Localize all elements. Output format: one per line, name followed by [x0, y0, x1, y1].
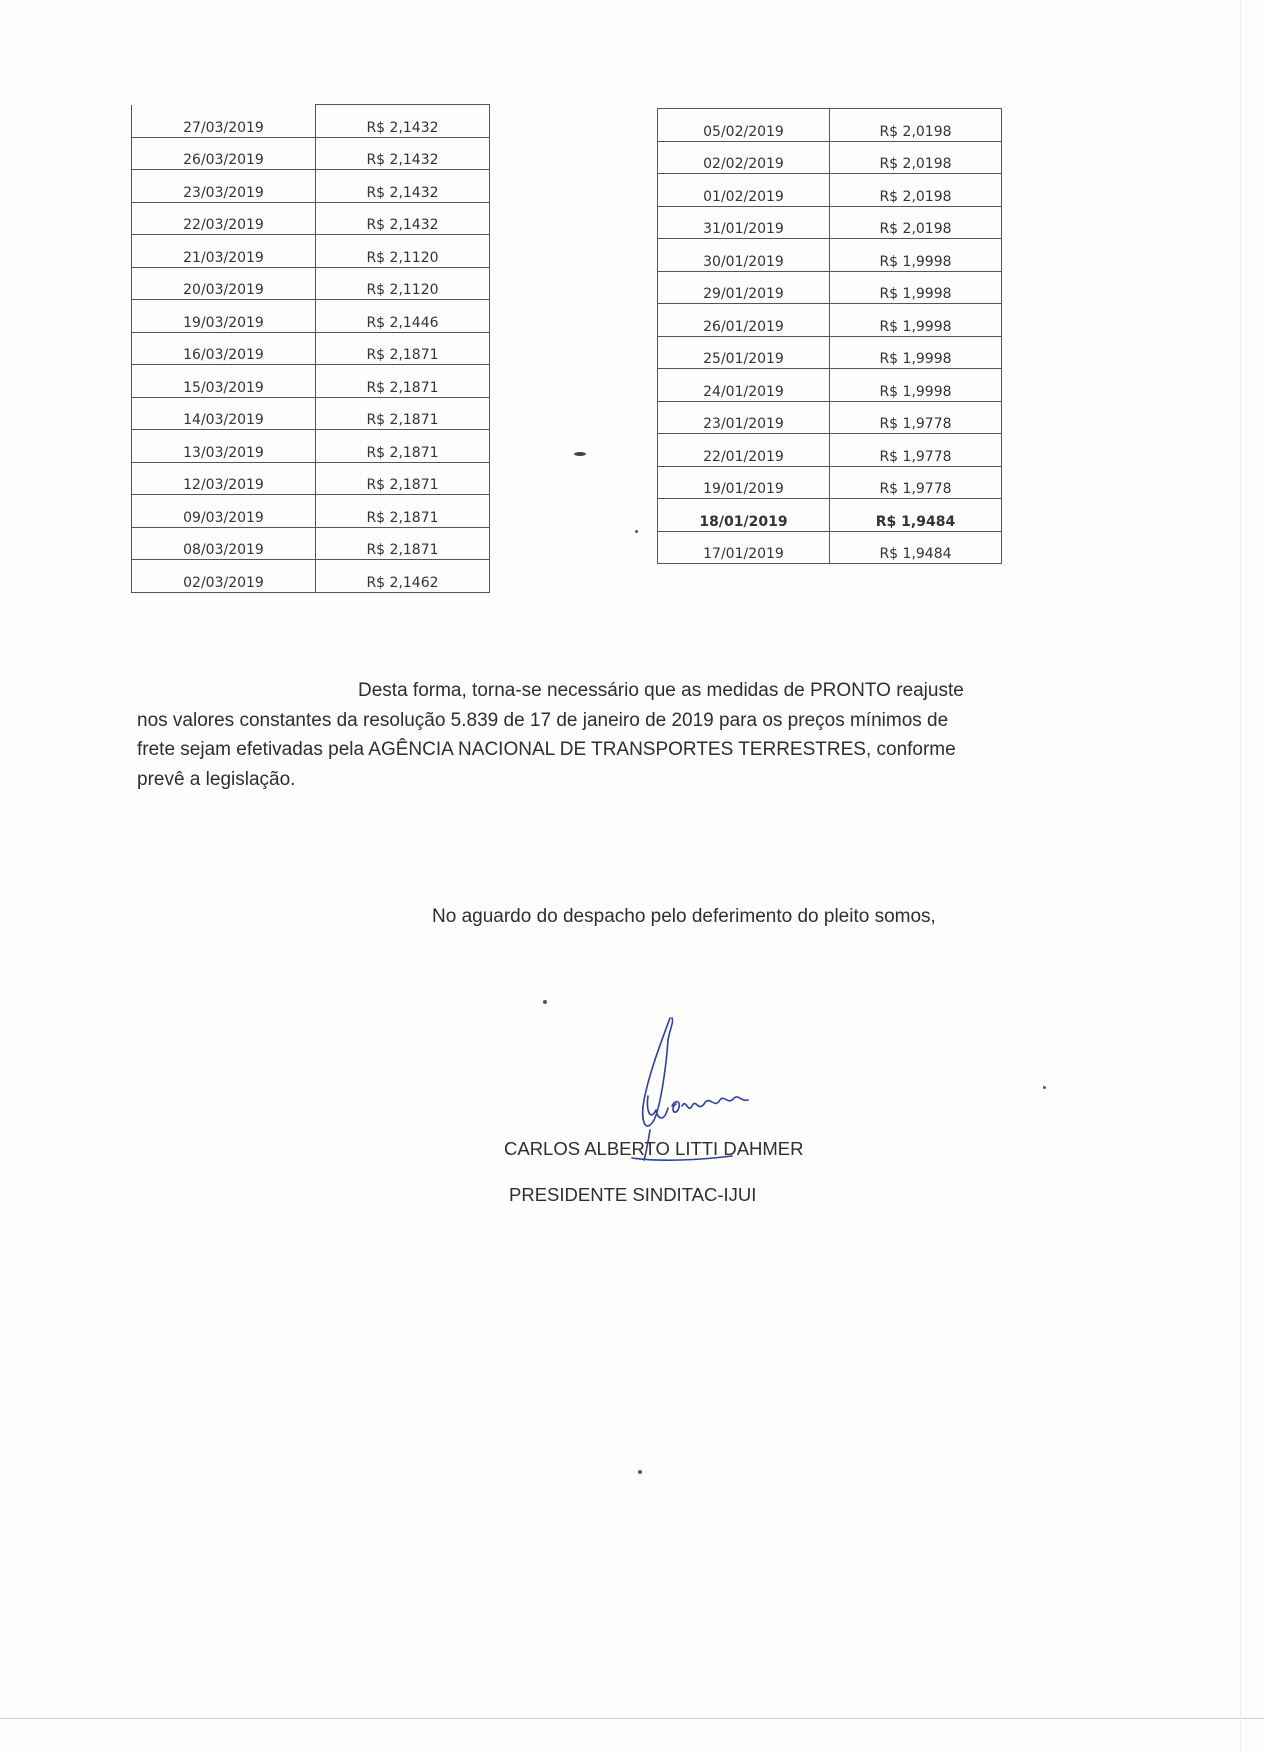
date-cell: 09/03/2019: [132, 495, 316, 528]
date-cell: 14/03/2019: [132, 397, 316, 430]
body-paragraph: [137, 676, 1027, 794]
scan-speck: [638, 1470, 642, 1474]
date-cell: 22/03/2019: [132, 202, 316, 235]
table-row: [132, 202, 490, 235]
table-row: [132, 235, 490, 268]
date-cell: 16/03/2019: [132, 332, 316, 365]
date-cell: 24/01/2019: [658, 369, 830, 402]
closing-sentence: No aguardo do despacho pelo deferimento do pleito somos,: [432, 906, 936, 927]
date-cell: 30/01/2019: [658, 239, 830, 272]
scan-speck: [1043, 1086, 1046, 1089]
price-cell: R$ 2,1432: [316, 170, 490, 203]
date-cell: 25/01/2019: [658, 336, 830, 369]
date-cell: 18/01/2019: [658, 499, 830, 532]
date-cell: 23/01/2019: [658, 401, 830, 434]
date-cell: 17/01/2019: [658, 531, 830, 564]
body-line: prevê a legislação.: [137, 768, 296, 790]
table-row: [132, 527, 490, 560]
date-cell: 08/03/2019: [132, 527, 316, 560]
price-cell: R$ 2,1871: [316, 430, 490, 463]
table-row: [658, 369, 1002, 402]
price-cell: R$ 2,1462: [316, 560, 490, 593]
table-row: [132, 365, 490, 398]
price-cell: R$ 2,1871: [316, 332, 490, 365]
price-cell: R$ 2,1432: [316, 202, 490, 235]
price-cell: R$ 2,1871: [316, 527, 490, 560]
rates-table-january-february: [657, 108, 1002, 564]
date-cell: 12/03/2019: [132, 462, 316, 495]
signatory-name: CARLOS ALBERTO LITTI DAHMER: [504, 1138, 804, 1159]
price-cell: R$ 2,1871: [316, 495, 490, 528]
rates-table-march-body: [132, 105, 490, 593]
date-cell: 21/03/2019: [132, 235, 316, 268]
date-cell: 19/03/2019: [132, 300, 316, 333]
table-row: [132, 105, 490, 138]
rates-table-january-february-body: [658, 109, 1002, 564]
price-cell: R$ 1,9998: [830, 369, 1002, 402]
table-row: [658, 304, 1002, 337]
table-row: [132, 495, 490, 528]
table-row: [658, 531, 1002, 564]
table-row: [658, 271, 1002, 304]
table-row: [132, 332, 490, 365]
price-cell: R$ 1,9778: [830, 401, 1002, 434]
date-cell: 31/01/2019: [658, 206, 830, 239]
price-cell: R$ 2,0198: [830, 109, 1002, 142]
rates-table-march: [131, 104, 490, 593]
table-row: [658, 434, 1002, 467]
table-row: [658, 141, 1002, 174]
date-cell: 02/03/2019: [132, 560, 316, 593]
table-row: [132, 267, 490, 300]
scan-edge-line: [0, 1718, 1264, 1719]
table-row: [658, 401, 1002, 434]
price-cell: R$ 1,9778: [830, 466, 1002, 499]
price-cell: R$ 2,1871: [316, 365, 490, 398]
date-cell: 22/01/2019: [658, 434, 830, 467]
table-row: [132, 430, 490, 463]
table-row: [658, 174, 1002, 207]
price-cell: R$ 2,1871: [316, 462, 490, 495]
price-cell: R$ 2,1432: [316, 137, 490, 170]
price-cell: R$ 2,1446: [316, 300, 490, 333]
date-cell: 05/02/2019: [658, 109, 830, 142]
date-cell: 20/03/2019: [132, 267, 316, 300]
table-row: [132, 462, 490, 495]
price-cell: R$ 2,1120: [316, 235, 490, 268]
table-row: [658, 109, 1002, 142]
scan-speck: [635, 530, 638, 533]
date-cell: 02/02/2019: [658, 141, 830, 174]
signatory-title: PRESIDENTE SINDITAC-IJUI: [509, 1184, 757, 1205]
price-cell: R$ 1,9484: [830, 531, 1002, 564]
table-row: [132, 560, 490, 593]
price-cell: R$ 2,1871: [316, 397, 490, 430]
table-row: [658, 336, 1002, 369]
table-row: [658, 466, 1002, 499]
table-row: [132, 170, 490, 203]
table-row: [132, 137, 490, 170]
price-cell: R$ 1,9998: [830, 239, 1002, 272]
price-cell: R$ 2,1120: [316, 267, 490, 300]
price-cell: R$ 1,9998: [830, 271, 1002, 304]
table-row: [658, 239, 1002, 272]
body-line: nos valores constantes da resolução 5.839 de 17 de janeiro de 2019 para os preços mínimos de: [137, 709, 949, 731]
body-line: Desta forma, torna-se necessário que as medidas de PRONTO reajuste: [358, 680, 964, 701]
handwritten-signature: [620, 1010, 780, 1190]
price-cell: R$ 1,9484: [830, 499, 1002, 532]
scan-speck: [543, 1000, 547, 1004]
date-cell: 19/01/2019: [658, 466, 830, 499]
scan-edge-line: [1240, 0, 1241, 1752]
date-cell: 26/01/2019: [658, 304, 830, 337]
price-cell: R$ 1,9998: [830, 304, 1002, 337]
body-line: frete sejam efetivadas pela AGÊNCIA NACIONAL DE TRANSPORTES TERRESTRES, conforme: [137, 739, 956, 760]
scan-speck: [574, 452, 586, 456]
price-cell: R$ 2,0198: [830, 174, 1002, 207]
price-cell: R$ 1,9998: [830, 336, 1002, 369]
date-cell: 27/03/2019: [132, 105, 316, 138]
date-cell: 26/03/2019: [132, 137, 316, 170]
date-cell: 23/03/2019: [132, 170, 316, 203]
table-row: [658, 206, 1002, 239]
price-cell: R$ 2,0198: [830, 206, 1002, 239]
table-row: [658, 499, 1002, 532]
date-cell: 29/01/2019: [658, 271, 830, 304]
date-cell: 13/03/2019: [132, 430, 316, 463]
date-cell: 15/03/2019: [132, 365, 316, 398]
table-row: [132, 397, 490, 430]
table-row: [132, 300, 490, 333]
date-cell: 01/02/2019: [658, 174, 830, 207]
price-cell: R$ 2,0198: [830, 141, 1002, 174]
price-cell: R$ 2,1432: [316, 105, 490, 138]
price-cell: R$ 1,9778: [830, 434, 1002, 467]
